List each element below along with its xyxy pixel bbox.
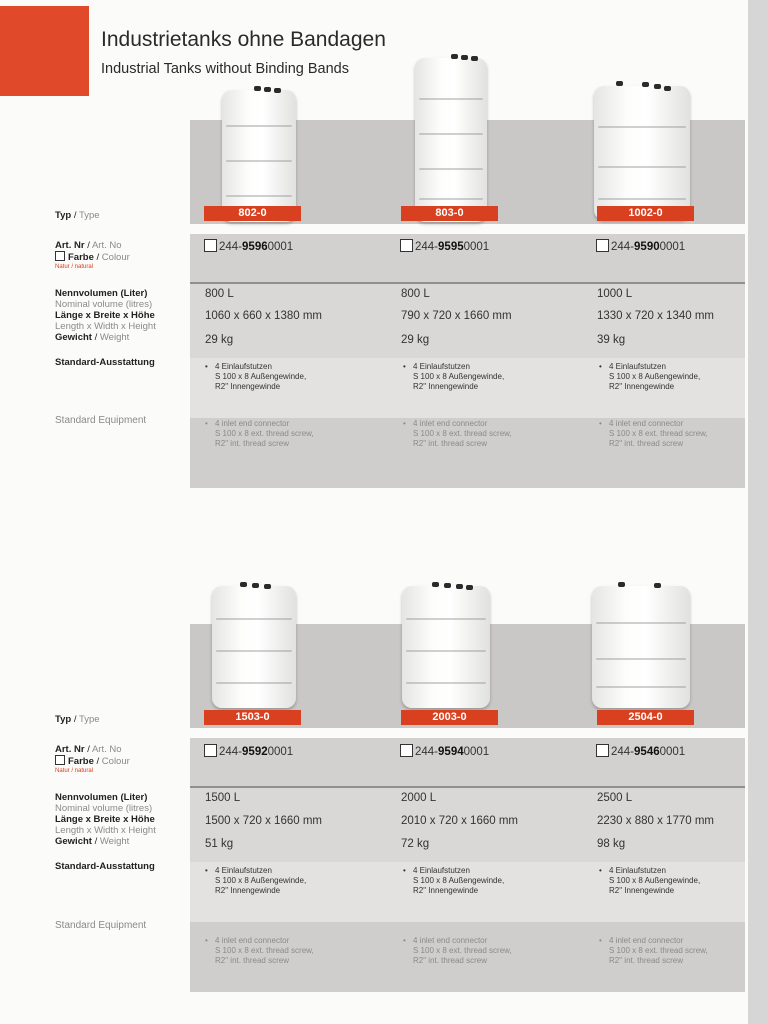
volume-2504-0: 2500 L (597, 792, 633, 804)
tank-image-2003-0 (402, 578, 490, 708)
weight-2504-0: 98 kg (597, 838, 626, 850)
product-section-2 (0, 624, 748, 1024)
dims-2504-0: 2230 x 880 x 1770 mm (597, 815, 714, 827)
volume-803-0: 800 L (401, 288, 430, 300)
label-standard-equipment-en: Standard Equipment (55, 415, 147, 426)
checkbox-icon (596, 239, 609, 252)
volume-1002-0: 1000 L (597, 288, 633, 300)
label-type: Typ / Type (55, 210, 100, 221)
label-type: Typ / Type (55, 714, 100, 725)
art-number-1503-0: 244-95920001 (204, 744, 293, 758)
art-number-1002-0: 244-95900001 (596, 239, 685, 253)
tank-image-1002-0 (594, 78, 690, 220)
tank-image-802-0 (222, 82, 296, 222)
label-specs: Nennvolumen (Liter) Nominal volume (litres) Länge x Breite x Höhe Length x Width x Height Gewicht / Weight (55, 792, 156, 847)
product-section-1 (0, 120, 748, 520)
equipment-en-1002-0: • 4 inlet end connector S 100 x 8 ext. thread screw, R2" int. thread screw (599, 419, 708, 448)
type-tag-2504-0: 2504-0 (597, 710, 694, 725)
art-number-2003-0: 244-95940001 (400, 744, 489, 758)
dims-1503-0: 1500 x 720 x 1660 mm (205, 815, 322, 827)
equipment-en-803-0: • 4 inlet end connector S 100 x 8 ext. thread screw, R2" int. thread screw (403, 419, 512, 448)
weight-1503-0: 51 kg (205, 838, 234, 850)
type-tag-802-0: 802-0 (204, 206, 301, 221)
colour-checkbox-icon (55, 251, 65, 261)
weight-802-0: 29 kg (205, 334, 234, 346)
checkbox-icon (204, 239, 217, 252)
label-standard-equipment-en: Standard Equipment (55, 920, 147, 931)
page-subtitle: Industrial Tanks without Binding Bands (101, 61, 349, 77)
checkbox-icon (400, 744, 413, 757)
dims-2003-0: 2010 x 720 x 1660 mm (401, 815, 518, 827)
label-standard-equipment-de: Standard-Ausstattung (55, 357, 155, 368)
weight-1002-0: 39 kg (597, 334, 626, 346)
equipment-en-802-0: • 4 inlet end connector S 100 x 8 ext. thread screw, R2" int. thread screw (205, 419, 314, 448)
equipment-de-1002-0: • 4 Einlaufstutzen S 100 x 8 Außengewinde, R2" Innengewinde (599, 362, 701, 391)
checkbox-icon (400, 239, 413, 252)
type-tag-1002-0: 1002-0 (597, 206, 694, 221)
dims-803-0: 790 x 720 x 1660 mm (401, 310, 512, 322)
equipment-de-2504-0: • 4 Einlaufstutzen S 100 x 8 Außengewinde, R2" Innengewinde (599, 866, 701, 895)
equipment-de-803-0: • 4 Einlaufstutzen S 100 x 8 Außengewinde, R2" Innengewinde (403, 362, 505, 391)
dims-1002-0: 1330 x 720 x 1340 mm (597, 310, 714, 322)
tank-image-1503-0 (212, 578, 296, 708)
equipment-de-1503-0: • 4 Einlaufstutzen S 100 x 8 Außengewinde, R2" Innengewinde (205, 866, 307, 895)
equipment-en-2504-0: • 4 inlet end connector S 100 x 8 ext. thread screw, R2" int. thread screw (599, 936, 708, 965)
page-edge-strip (748, 0, 768, 1024)
dims-802-0: 1060 x 660 x 1380 mm (205, 310, 322, 322)
equipment-de-2003-0: • 4 Einlaufstutzen S 100 x 8 Außengewinde, R2" Innengewinde (403, 866, 505, 895)
colour-checkbox-icon (55, 755, 65, 765)
checkbox-icon (204, 744, 217, 757)
red-corner-block (0, 6, 89, 96)
weight-2003-0: 72 kg (401, 838, 430, 850)
label-artnr-colour: Art. Nr / Art. No Farbe / Colour Natur / natural (55, 240, 130, 270)
checkbox-icon (596, 744, 609, 757)
type-tag-2003-0: 2003-0 (401, 710, 498, 725)
art-number-2504-0: 244-95460001 (596, 744, 685, 758)
volume-1503-0: 1500 L (205, 792, 241, 804)
label-standard-equipment-de: Standard-Ausstattung (55, 861, 155, 872)
equipment-en-1503-0: • 4 inlet end connector S 100 x 8 ext. thread screw, R2" int. thread screw (205, 936, 314, 965)
label-specs: Nennvolumen (Liter) Nominal volume (litres) Länge x Breite x Höhe Length x Width x Height Gewicht / Weight (55, 288, 156, 343)
tank-image-803-0 (415, 50, 487, 222)
page-title: Industrietanks ohne Bandagen (101, 28, 386, 51)
art-number-803-0: 244-95950001 (400, 239, 489, 253)
equipment-en-2003-0: • 4 inlet end connector S 100 x 8 ext. thread screw, R2" int. thread screw (403, 936, 512, 965)
label-artnr-colour: Art. Nr / Art. No Farbe / Colour Natur / natural (55, 744, 130, 774)
equipment-de-802-0: • 4 Einlaufstutzen S 100 x 8 Außengewinde, R2" Innengewinde (205, 362, 307, 391)
volume-2003-0: 2000 L (401, 792, 437, 804)
type-tag-803-0: 803-0 (401, 206, 498, 221)
art-number-802-0: 244-95960001 (204, 239, 293, 253)
weight-803-0: 29 kg (401, 334, 430, 346)
volume-802-0: 800 L (205, 288, 234, 300)
type-tag-1503-0: 1503-0 (204, 710, 301, 725)
tank-image-2504-0 (592, 578, 690, 708)
